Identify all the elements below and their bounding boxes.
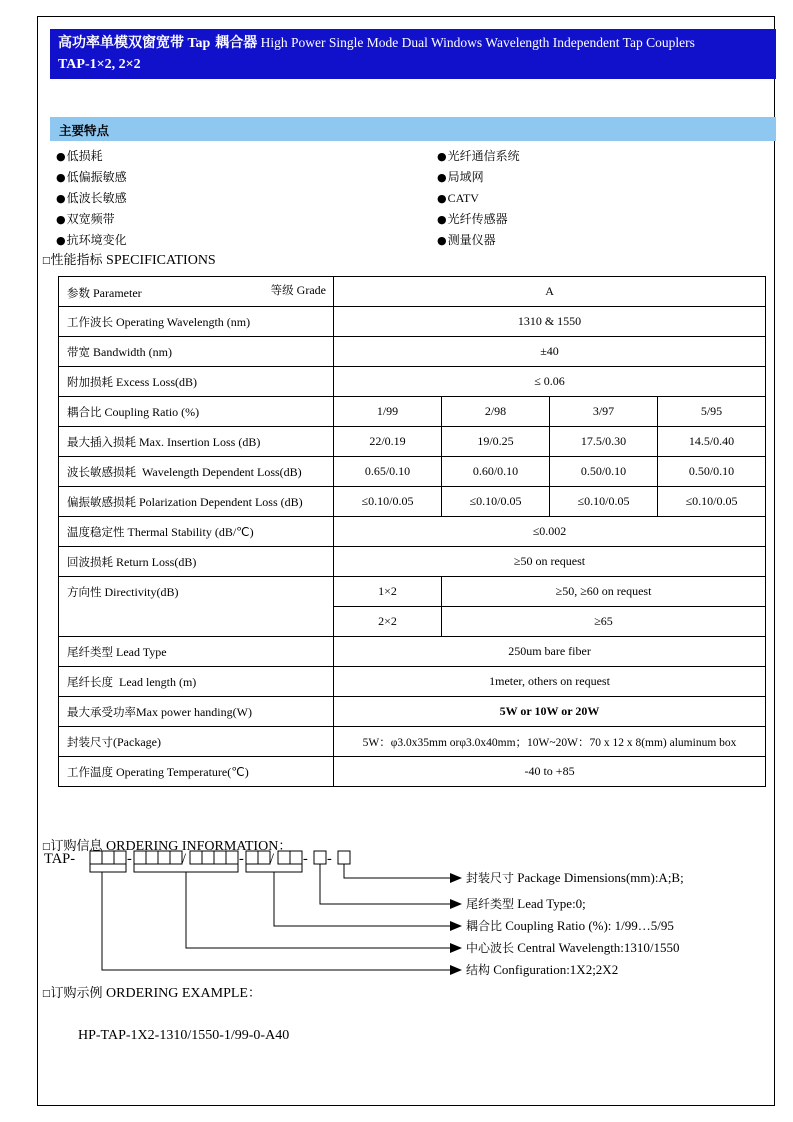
param-cell: 工作波长 Operating Wavelength (nm) xyxy=(59,307,334,337)
feature-label: 低损耗 xyxy=(66,149,103,163)
feature-label: 双宽频带 xyxy=(66,212,115,226)
bullet-icon: ● xyxy=(437,150,447,163)
value-cell: 0.65/0.10 xyxy=(334,457,442,487)
table-row xyxy=(59,367,766,397)
value-cell: 3/97 xyxy=(550,397,658,427)
table-row xyxy=(59,427,766,457)
value-cell: ≤0.002 xyxy=(334,517,766,547)
value-cell: 22/0.19 xyxy=(334,427,442,457)
table-row xyxy=(59,667,766,697)
value-cell: 1meter, others on request xyxy=(334,667,766,697)
feature-item xyxy=(56,230,127,251)
callout-lead-type: 尾纤类型 Lead Type:0; xyxy=(466,896,586,911)
grade-value-cell xyxy=(334,277,766,307)
bullet-icon: ● xyxy=(56,192,66,205)
spec-heading-cn: 性能指标 xyxy=(50,253,103,268)
features-header-bar xyxy=(50,117,776,141)
feature-item xyxy=(56,167,127,188)
feature-label: 抗环境变化 xyxy=(66,233,127,247)
param-cell: 回波损耗 Return Loss(dB) xyxy=(59,547,334,577)
value-cell: 5/95 xyxy=(658,397,766,427)
feature-item xyxy=(437,146,520,167)
bullet-icon: ● xyxy=(56,234,66,247)
specifications-table xyxy=(58,276,766,787)
feature-item xyxy=(437,167,520,188)
square-marker-icon: □ xyxy=(42,989,51,999)
title-main-line xyxy=(58,32,770,53)
ordering-example-heading xyxy=(42,982,261,1002)
directivity-config-cell: 2×2 xyxy=(334,607,442,637)
value-cell: 17.5/0.30 xyxy=(550,427,658,457)
specifications-heading xyxy=(42,249,216,269)
grade-label: 等级 Grade xyxy=(270,283,326,297)
title-banner xyxy=(50,29,776,79)
title-cn-part1: 高功率单模双窗宽带 xyxy=(58,35,184,51)
value-cell: 5W：φ3.0x35mm orφ3.0x40mm；10W~20W：70 x 12 x 8(mm) aluminum box xyxy=(334,727,766,757)
bullet-icon: ● xyxy=(437,171,447,184)
callout-configuration: 结构 Configuration:1X2;2X2 xyxy=(466,962,619,977)
value-cell: ≤0.10/0.05 xyxy=(658,487,766,517)
value-cell: ±40 xyxy=(334,337,766,367)
table-row xyxy=(59,547,766,577)
pn-slash-1: / xyxy=(182,851,187,867)
bullet-icon: ● xyxy=(437,234,447,247)
ordering-example-value: HP-TAP-1X2-1310/1550-1/99-0-A40 xyxy=(78,1028,290,1043)
param-cell: 尾纤类型 Lead Type xyxy=(59,637,334,667)
table-header-row xyxy=(59,277,766,307)
param-cell: 带宽 Bandwidth (nm) xyxy=(59,337,334,367)
value-cell: 1/99 xyxy=(334,397,442,427)
callout-package-dimensions: 封装尺寸 Package Dimensions(mm):A;B; xyxy=(466,870,684,885)
feature-item xyxy=(437,188,520,209)
param-cell: 封装尺寸(Package) xyxy=(59,727,334,757)
feature-item xyxy=(437,209,520,230)
callout-central-wavelength: 中心波长 Central Wavelength:1310/1550 xyxy=(466,940,680,955)
pn-dash-1: - xyxy=(127,851,132,867)
title-en: High Power Single Mode Dual Windows Wavelength Independent Tap Couplers xyxy=(260,35,695,50)
title-model-line xyxy=(58,53,770,74)
table-row xyxy=(59,397,766,427)
ordering-part-number-diagram xyxy=(42,848,742,983)
value-cell: ≤ 0.06 xyxy=(334,367,766,397)
param-cell: 温度稳定性 Thermal Stability (dB/℃) xyxy=(59,517,334,547)
feature-item xyxy=(56,188,127,209)
header-param-grade-cell xyxy=(59,277,334,307)
feature-item xyxy=(437,230,520,251)
title-model: TAP-1×2, 2×2 xyxy=(58,57,141,73)
value-cell: -40 to +85 xyxy=(334,757,766,787)
callout-coupling-ratio: 耦合比 Coupling Ratio (%): 1/99…5/95 xyxy=(466,918,674,933)
value-cell: 14.5/0.40 xyxy=(658,427,766,457)
value-cell: 1310 & 1550 xyxy=(334,307,766,337)
directivity-config-cell: 1×2 xyxy=(334,577,442,607)
example-heading-en: ORDERING EXAMPLE xyxy=(106,986,248,1001)
param-cell: 尾纤长度 Lead length (m) xyxy=(59,667,334,697)
value-cell: ≥50 on request xyxy=(334,547,766,577)
value-cell: 19/0.25 xyxy=(442,427,550,457)
pn-prefix: TAP- xyxy=(44,851,76,867)
value-cell: ≤0.10/0.05 xyxy=(550,487,658,517)
value-cell: 0.50/0.10 xyxy=(550,457,658,487)
parameter-label: 参数 Parameter xyxy=(67,286,142,300)
title-cn-part2: 耦合器 xyxy=(215,35,258,51)
value-cell: 0.50/0.10 xyxy=(658,457,766,487)
pn-dash-4: - xyxy=(327,851,332,867)
param-cell: 工作温度 Operating Temperature(℃) xyxy=(59,757,334,787)
pn-slash-2: / xyxy=(270,851,275,867)
ordering-heading-colon: ： xyxy=(278,839,292,854)
table-row xyxy=(59,487,766,517)
feature-item xyxy=(56,209,127,230)
features-header-label: 主要特点 xyxy=(59,123,110,138)
features-column-left xyxy=(56,146,127,251)
param-cell: 偏振敏感损耗 Polarization Dependent Loss (dB) xyxy=(59,487,334,517)
feature-item xyxy=(56,146,127,167)
param-cell: 最大承受功率Max power handing(W) xyxy=(59,697,334,727)
bullet-icon: ● xyxy=(56,171,66,184)
ordering-heading-en: ORDERING INFORMATION xyxy=(106,839,279,854)
feature-label: 光纤传感器 xyxy=(447,212,508,226)
value-cell: 250um bare fiber xyxy=(334,637,766,667)
feature-label: CATV xyxy=(447,191,479,205)
example-heading-cn: 订购示例 xyxy=(50,986,103,1001)
feature-label: 测量仪器 xyxy=(447,233,496,247)
feature-label: 光纤通信系统 xyxy=(447,149,520,163)
value-cell: ≤0.10/0.05 xyxy=(442,487,550,517)
directivity-value-cell: ≥50, ≥60 on request xyxy=(442,577,766,607)
param-cell: 最大插入损耗 Max. Insertion Loss (dB) xyxy=(59,427,334,457)
param-cell: 方向性 Directivity(dB) xyxy=(59,577,334,637)
param-cell: 波长敏感损耗 Wavelength Dependent Loss(dB) xyxy=(59,457,334,487)
square-marker-icon: □ xyxy=(42,842,51,852)
table-row xyxy=(59,637,766,667)
param-cell: 耦合比 Coupling Ratio (%) xyxy=(59,397,334,427)
value-cell: 5W or 10W or 20W xyxy=(334,697,766,727)
table-row xyxy=(59,457,766,487)
pn-dash-3: - xyxy=(303,851,308,867)
grade-value: A xyxy=(545,284,554,298)
feature-label: 低偏振敏感 xyxy=(66,170,127,184)
bullet-icon: ● xyxy=(437,192,447,205)
feature-label: 局域网 xyxy=(447,170,484,184)
bullet-icon: ● xyxy=(437,213,447,226)
table-row xyxy=(59,517,766,547)
value-cell: 2/98 xyxy=(442,397,550,427)
bullet-icon: ● xyxy=(56,150,66,163)
features-column-right xyxy=(437,146,520,251)
table-row xyxy=(59,307,766,337)
feature-label: 低波长敏感 xyxy=(66,191,127,205)
value-cell: 0.60/0.10 xyxy=(442,457,550,487)
value-cell: ≤0.10/0.05 xyxy=(334,487,442,517)
table-row-directivity xyxy=(59,577,766,607)
ordering-heading-cn: 订购信息 xyxy=(50,839,103,854)
pn-dash-2: - xyxy=(239,851,244,867)
title-cn-tap: Tap xyxy=(187,36,211,51)
square-marker-icon: □ xyxy=(42,256,51,266)
table-row xyxy=(59,697,766,727)
table-row xyxy=(59,337,766,367)
table-row xyxy=(59,727,766,757)
param-cell: 附加损耗 Excess Loss(dB) xyxy=(59,367,334,397)
directivity-value-cell: ≥65 xyxy=(442,607,766,637)
bullet-icon: ● xyxy=(56,213,66,226)
table-row xyxy=(59,757,766,787)
example-heading-colon: ： xyxy=(247,986,261,1001)
spec-heading-en: SPECIFICATIONS xyxy=(106,253,216,268)
